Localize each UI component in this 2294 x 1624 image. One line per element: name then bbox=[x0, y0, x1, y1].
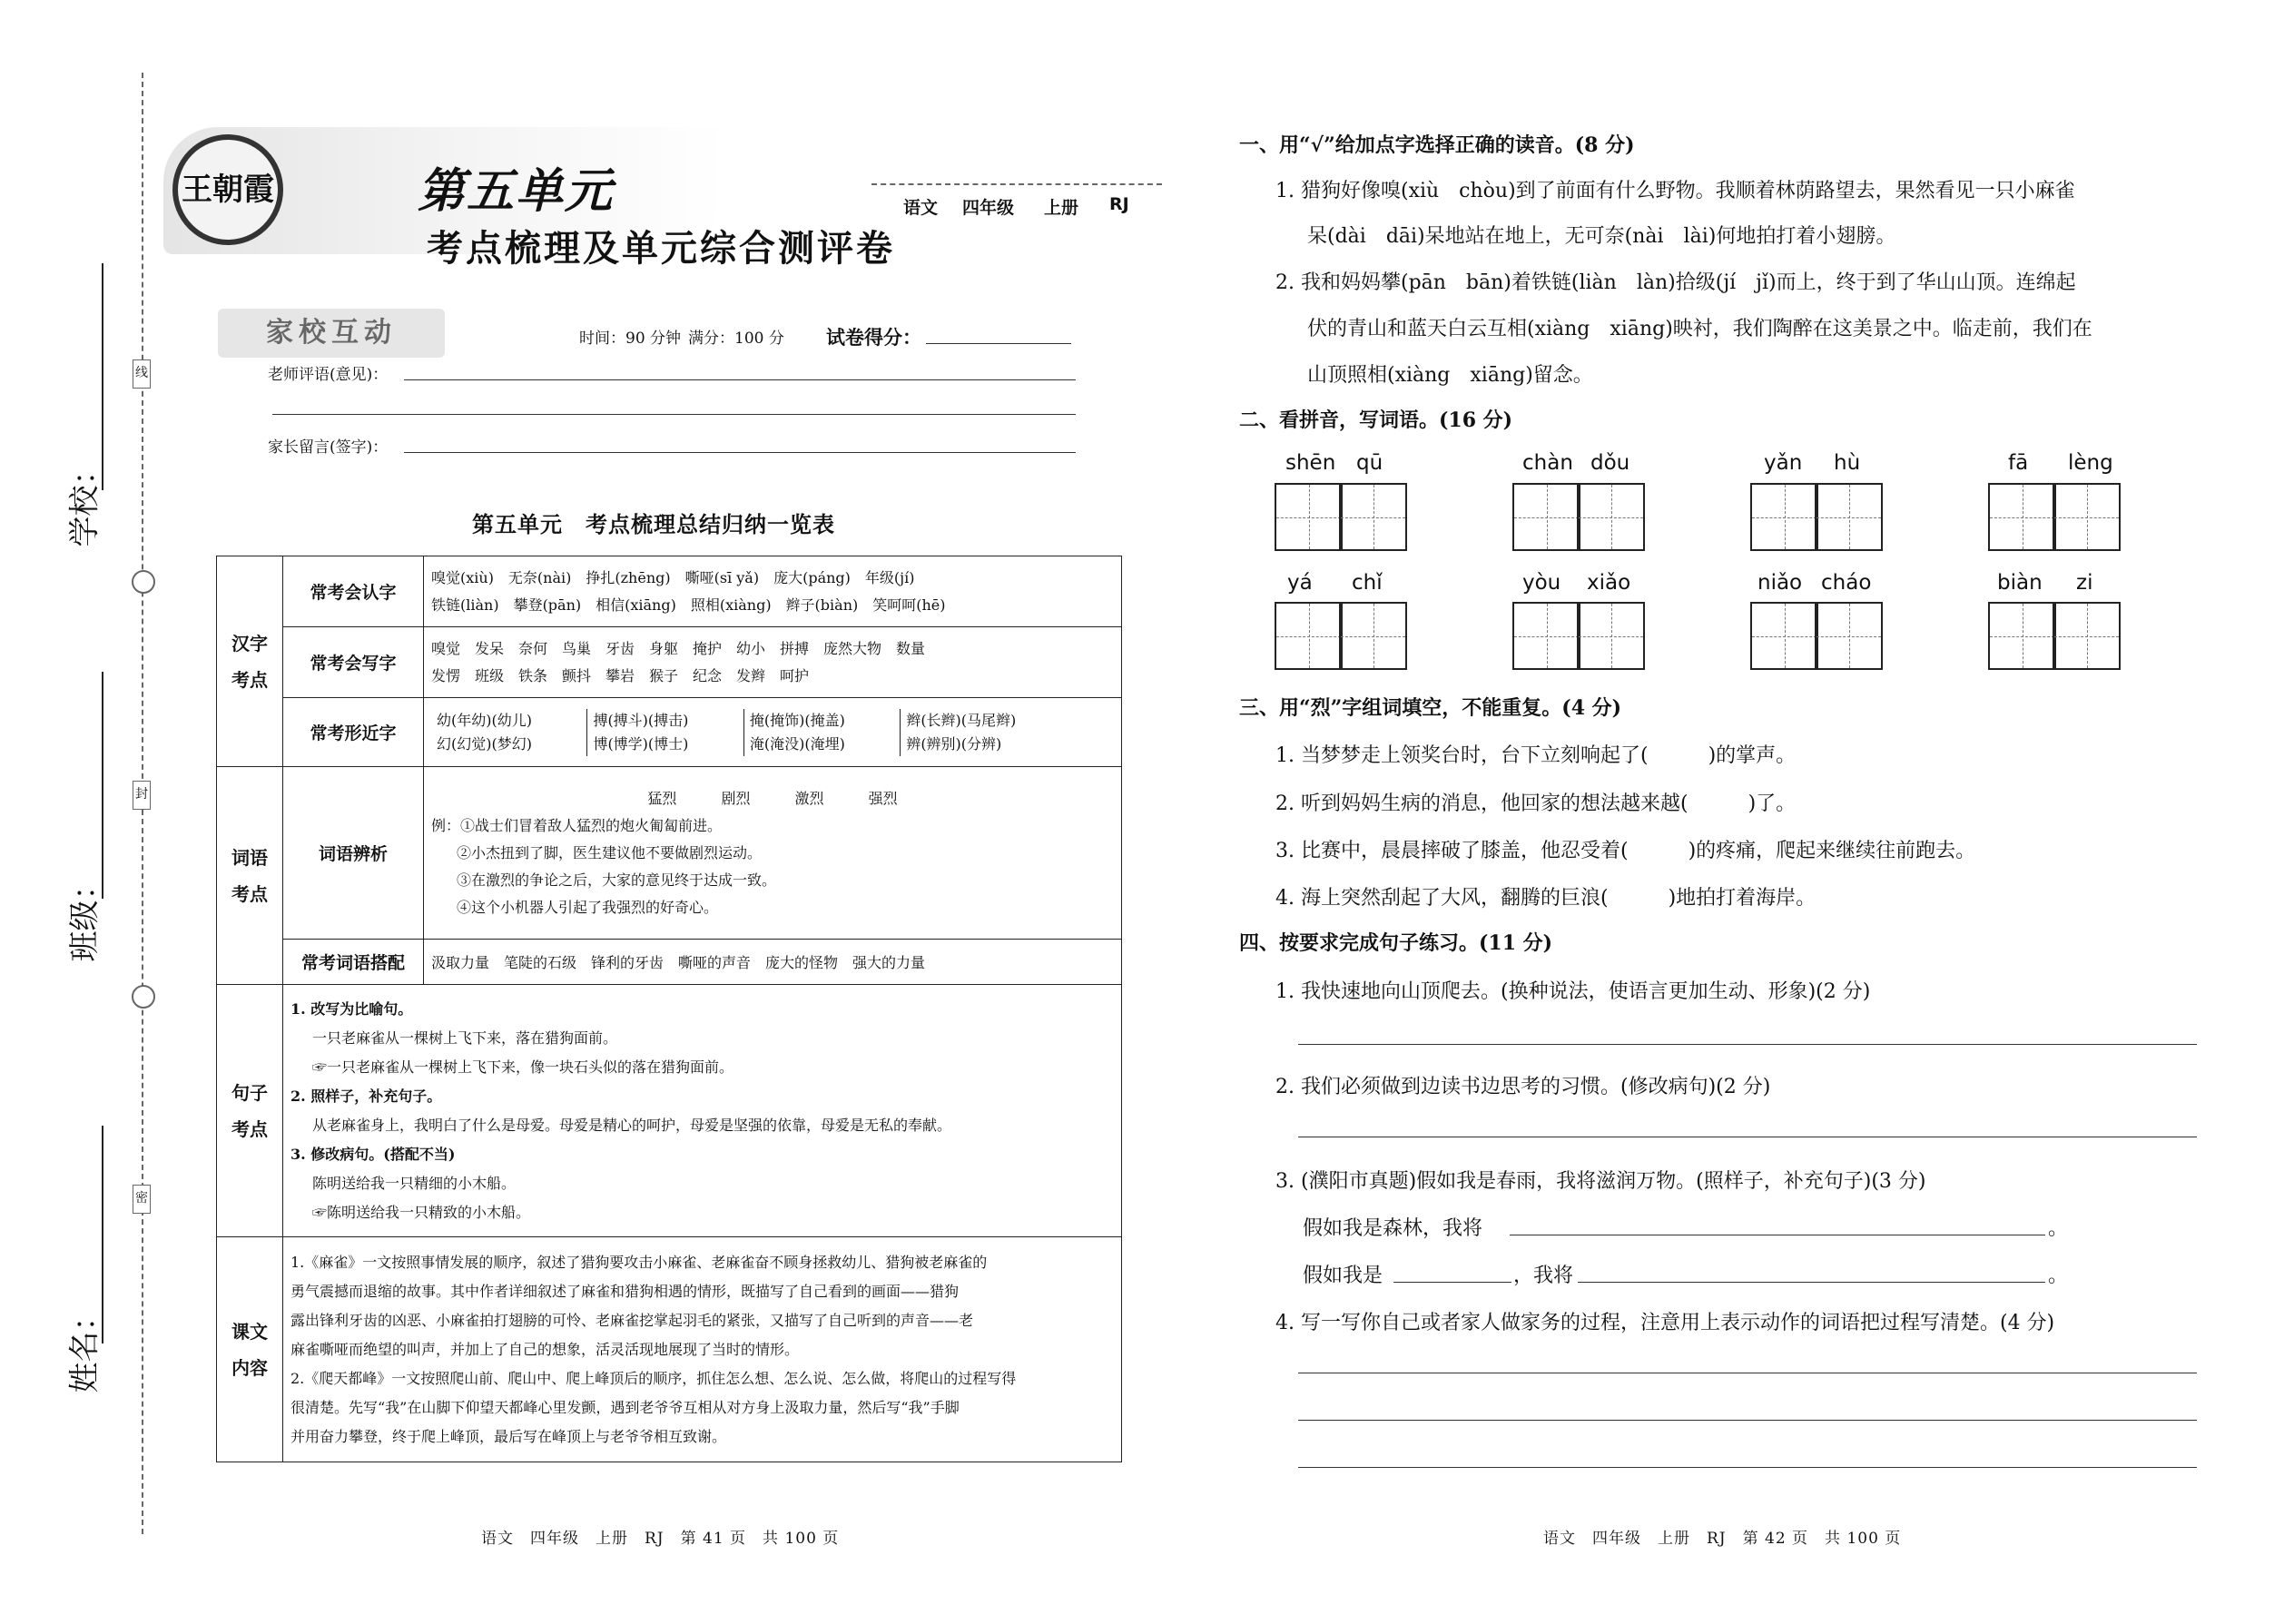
pinyin: cháo bbox=[1821, 571, 1872, 595]
q4-item-3: 3. (濮阳市真题)假如我是春雨，我将滋润万物。(照样子，补充句子)(3 分) bbox=[1275, 1170, 1926, 1193]
read-label: 常考会认字 bbox=[283, 556, 424, 627]
sentence-line: 2. 照样子，补充句子。 bbox=[290, 1087, 442, 1105]
pinyin: fā bbox=[2008, 451, 2029, 475]
q4-item-2: 2. 我们必须做到边读书边思考的习惯。(修改病句)(2 分) bbox=[1275, 1076, 1771, 1098]
tag-edition: RJ bbox=[1109, 194, 1129, 214]
similar-item: 辫(长辫)(马尾辫) bbox=[906, 711, 1017, 729]
word-head: 强烈 bbox=[868, 789, 898, 807]
q4-3b-prefix: 假如我是 bbox=[1303, 1265, 1383, 1287]
sentence-line: 陈明送给我一只精细的小木船。 bbox=[312, 1174, 517, 1192]
class-label: 班级： bbox=[66, 869, 103, 962]
answer-line[interactable] bbox=[1298, 1420, 2197, 1421]
write-label: 常考会写字 bbox=[283, 627, 424, 698]
writing-box[interactable] bbox=[1275, 483, 1343, 551]
tag-grade: 四年级 bbox=[962, 198, 1015, 218]
pinyin: hù bbox=[1834, 451, 1861, 475]
pinyin: yòu bbox=[1522, 571, 1561, 595]
q4-item-1: 1. 我快速地向山顶爬去。(换种说法，使语言更加生动、形象)(2 分) bbox=[1275, 980, 1871, 1003]
sentence-line: 3. 修改病句。(搭配不当) bbox=[290, 1145, 456, 1163]
score-label: 试卷得分： bbox=[826, 326, 921, 349]
pinyin: lèng bbox=[2068, 451, 2113, 475]
q1-line: 山顶照相(xiàng xiāng)留念。 bbox=[1307, 364, 1593, 387]
name-label: 姓名： bbox=[66, 1300, 103, 1393]
q3-line: 1. 当梦梦走上领奖台时，台下立刻响起了( )的掌声。 bbox=[1275, 744, 1797, 767]
footer-right: 语文 四年级 上册 RJ 第 42 页 共 100 页 bbox=[1543, 1530, 1902, 1548]
q1-line: 呆(dài dāi)呆地站在地上，无可奈(nài lài)何地拍打着小翅膀。 bbox=[1307, 225, 1896, 248]
writing-box[interactable] bbox=[1750, 602, 1818, 670]
teacher-comment-label: 老师评语(意见)： bbox=[268, 366, 389, 384]
q3-line: 3. 比赛中，晨晨摔破了膝盖，他忍受着( )的疼痛，爬起来继续往前跑去。 bbox=[1275, 840, 1976, 862]
exam-time: 时间：90 分钟 bbox=[579, 330, 682, 348]
tag-subject: 语文 bbox=[903, 198, 939, 218]
tag-volume: 上册 bbox=[1044, 198, 1079, 218]
writing-box[interactable] bbox=[1577, 602, 1645, 670]
period: 。 bbox=[2048, 1265, 2069, 1287]
pinyin: qū bbox=[1356, 451, 1383, 475]
course-line: 很清楚。先写“我”在山脚下仰望天都峰心里发颤，遇到老爷爷互相从对方身上汲取力量，然后写“我”手脚 bbox=[290, 1398, 960, 1416]
binding-circle-1 bbox=[132, 570, 155, 594]
course-line: 勇气震撼而退缩的故事。其中作者详细叙述了麻雀和猎狗相遇的情形，既描写了自己看到的画面——猎狗 bbox=[290, 1282, 960, 1300]
pinyin: chǐ bbox=[1352, 571, 1383, 595]
binding-marker-mi: 密 bbox=[133, 1185, 151, 1214]
answer-line[interactable] bbox=[1298, 1044, 2197, 1045]
word-example: ③在激烈的争论之后，大家的意见终于达成一致。 bbox=[457, 871, 777, 889]
q1-heading: 一、用“√”给加点字选择正确的读音。(8 分) bbox=[1239, 133, 1635, 157]
course-line: 露出锋利牙齿的凶恶、小麻雀拍打翅膀的可怜、老麻雀挖掌起羽毛的紧张，又描写了自己听到的声音——老 bbox=[290, 1311, 974, 1329]
course-line: 并用奋力攀登，终于爬上峰顶，最后写在峰顶上与老爷爷相互致谢。 bbox=[290, 1427, 727, 1445]
full-score: 满分：100 分 bbox=[688, 330, 784, 348]
writing-box[interactable] bbox=[1512, 602, 1580, 670]
summary-table bbox=[216, 556, 1122, 1462]
q4-item-4: 4. 写一写你自己或者家人做家务的过程，注意用上表示动作的词语把过程写清楚。(4 分) bbox=[1275, 1312, 2055, 1334]
writing-box[interactable] bbox=[1339, 483, 1407, 551]
binding-marker-xian: 线 bbox=[133, 359, 151, 389]
juzi-category: 句子考点 bbox=[217, 985, 283, 1237]
summary-table-title: 第五单元 考点梳理总结归纳一览表 bbox=[472, 512, 835, 537]
q4-3b-middle: ，我将 bbox=[1513, 1265, 1574, 1287]
binding-circle-2 bbox=[132, 985, 155, 1009]
period: 。 bbox=[2048, 1217, 2069, 1240]
word-head: 激烈 bbox=[794, 789, 824, 807]
similar-item: 幻(幻觉)(梦幻) bbox=[437, 734, 532, 753]
sentence-line: 一只老麻雀从一棵树上飞下来，落在猎狗面前。 bbox=[312, 1029, 618, 1047]
read-line: 铁链(liàn) 攀登(pān) 相信(xiāng) 照相(xiàng) 辫子(biàn) 笑呵呵(hē) bbox=[431, 595, 946, 614]
home-school-banner: 家校互动 bbox=[218, 309, 445, 358]
writing-box[interactable] bbox=[2053, 483, 2121, 551]
q2-heading: 二、看拼音，写词语。(16 分) bbox=[1239, 408, 1513, 432]
pinyin: yá bbox=[1287, 571, 1313, 595]
word-head: 剧烈 bbox=[721, 789, 751, 807]
writing-box[interactable] bbox=[2053, 602, 2121, 670]
q3-line: 2. 听到妈妈生病的消息，他回家的想法越来越( )了。 bbox=[1275, 792, 1797, 815]
q3-line: 4. 海上突然刮起了大风，翻腾的巨浪( )地拍打着海岸。 bbox=[1275, 887, 1816, 910]
header-dashed-frame bbox=[871, 183, 1162, 185]
writing-box[interactable] bbox=[1577, 483, 1645, 551]
pinyin: biàn bbox=[1997, 571, 2043, 595]
sentence-line: 从老麻雀身上，我明白了什么是母爱。母爱是精心的呵护，母爱是坚强的依靠，母爱是无私的奉献。 bbox=[312, 1116, 952, 1134]
parent-comment-label: 家长留言(签字)： bbox=[268, 438, 389, 457]
word-heads bbox=[431, 785, 1114, 812]
school-label: 学校： bbox=[66, 454, 103, 547]
q3-heading: 三、用“烈”字组词填空，不能重复。(4 分) bbox=[1239, 696, 1622, 720]
binding-marker-feng: 封 bbox=[133, 781, 151, 810]
q4-3a-prefix: 假如我是森林，我将 bbox=[1303, 1217, 1483, 1240]
writing-box[interactable] bbox=[1339, 602, 1407, 670]
cihui-category: 词语考点 bbox=[217, 767, 283, 985]
writing-box[interactable] bbox=[1988, 602, 2056, 670]
similar-item: 掩(掩饰)(掩盖) bbox=[749, 711, 845, 729]
course-line: 麻雀嘶哑而绝望的叫声，并加上了自己的想象，活灵活现地展现了当时的情形。 bbox=[290, 1340, 800, 1358]
parent-comment-line[interactable] bbox=[404, 452, 1076, 453]
pinyin: yǎn bbox=[1764, 451, 1803, 475]
similar-item: 辨(辨别)(分辨) bbox=[906, 734, 1002, 753]
pinyin: chàn bbox=[1522, 451, 1573, 475]
writing-box[interactable] bbox=[1275, 602, 1343, 670]
writing-box[interactable] bbox=[1988, 483, 2056, 551]
writing-box[interactable] bbox=[1512, 483, 1580, 551]
write-line: 嗅觉 发呆 奈何 鸟巢 牙齿 身躯 掩护 幼小 拼搏 庞然大物 数量 bbox=[431, 639, 926, 657]
score-blank[interactable] bbox=[926, 343, 1071, 344]
pinyin: niǎo bbox=[1757, 571, 1803, 595]
course-line: 2.《爬天都峰》一文按照爬山前、爬山中、爬上峰顶后的顺序，抓住怎么想、怎么说、怎么做，将爬山的过程写得 bbox=[290, 1369, 1017, 1387]
q4-3b-blank-2[interactable] bbox=[1578, 1282, 2045, 1283]
read-line: 嗅觉(xiù) 无奈(nài) 挣扎(zhēng) 嘶哑(sī yǎ) 庞大(páng) 年级(jí) bbox=[431, 568, 915, 586]
similar-group bbox=[743, 709, 900, 756]
kewen-category: 课文内容 bbox=[217, 1237, 283, 1462]
unit-title: 第五单元 bbox=[418, 164, 615, 219]
collocation-label: 常考词语搭配 bbox=[283, 940, 424, 985]
similar-label: 常考形近字 bbox=[283, 698, 424, 767]
similar-item: 幼(年幼)(幼儿) bbox=[437, 711, 532, 729]
footer-left: 语文 四年级 上册 RJ 第 41 页 共 100 页 bbox=[481, 1530, 840, 1548]
class-line bbox=[102, 672, 103, 899]
sentence-line: 1. 改写为比喻句。 bbox=[290, 999, 413, 1018]
q4-3b-blank-1[interactable] bbox=[1393, 1282, 1511, 1283]
word-example: ②小杰扭到了脚，医生建议他不要做剧烈运动。 bbox=[457, 843, 763, 861]
collocation-text: 汲取力量 笔陡的石级 锋利的牙齿 嘶哑的声音 庞大的怪物 强大的力量 bbox=[424, 940, 1122, 985]
similar-group bbox=[900, 709, 1056, 756]
similar-item: 搏(搏斗)(搏击) bbox=[593, 711, 689, 729]
similar-item: 博(博学)(博士) bbox=[593, 734, 689, 753]
word-label: 词语辨析 bbox=[283, 767, 424, 940]
q1-line: 2. 我和妈妈攀(pān bān)着铁链(liàn làn)拾级(jí jǐ)而上，终于到了华山山顶。连绵起 bbox=[1275, 271, 2076, 294]
teacher-comment-line-1[interactable] bbox=[404, 379, 1076, 380]
write-line: 发愣 班级 铁条 颤抖 攀岩 猴子 纪念 发辫 呵护 bbox=[431, 666, 810, 684]
q1-line: 伏的青山和蓝天白云互相(xiàng xiāng)映衬，我们陶醉在这美景之中。临走前，我们在 bbox=[1307, 318, 2092, 340]
paper-subtitle: 考点梳理及单元综合测评卷 bbox=[427, 227, 895, 270]
word-example: ④这个小机器人引起了我强烈的好奇心。 bbox=[457, 898, 719, 916]
teacher-comment-line-2[interactable] bbox=[272, 414, 1076, 415]
pinyin: zi bbox=[2076, 571, 2093, 595]
similar-group bbox=[586, 709, 743, 756]
pinyin: dǒu bbox=[1590, 451, 1630, 475]
word-head: 猛烈 bbox=[647, 789, 677, 807]
brand-logo: 王朝霞 bbox=[172, 134, 283, 245]
q4-heading: 四、按要求完成句子练习。(11 分) bbox=[1239, 931, 1553, 955]
sentence-line: ☞一只老麻雀从一棵树上飞下来，像一块石头似的落在猎狗面前。 bbox=[312, 1058, 734, 1076]
similar-item: 淹(淹没)(淹埋) bbox=[749, 734, 845, 753]
writing-box[interactable] bbox=[1815, 602, 1883, 670]
writing-box[interactable] bbox=[1750, 483, 1818, 551]
q1-line: 1. 猎狗好像嗅(xiù chòu)到了前面有什么野物。我顺着林荫路望去，果然看见一只小麻雀 bbox=[1275, 180, 2075, 202]
sentence-line: ☞陈明送给我一只精致的小木船。 bbox=[312, 1203, 531, 1221]
pinyin: shēn bbox=[1285, 451, 1336, 475]
writing-box[interactable] bbox=[1815, 483, 1883, 551]
answer-line[interactable] bbox=[1298, 1467, 2197, 1468]
course-line: 1.《麻雀》一文按照事情发展的顺序，叙述了猎狗要攻击小麻雀、老麻雀奋不顾身拯救幼儿、猎狗被老麻雀的 bbox=[290, 1253, 988, 1271]
pinyin: xiǎo bbox=[1587, 571, 1631, 595]
word-example: 例：①战士们冒着敌人猛烈的炮火匍匐前进。 bbox=[431, 816, 723, 834]
hanzi-category: 汉字考点 bbox=[217, 556, 283, 767]
similar-group bbox=[431, 709, 586, 756]
